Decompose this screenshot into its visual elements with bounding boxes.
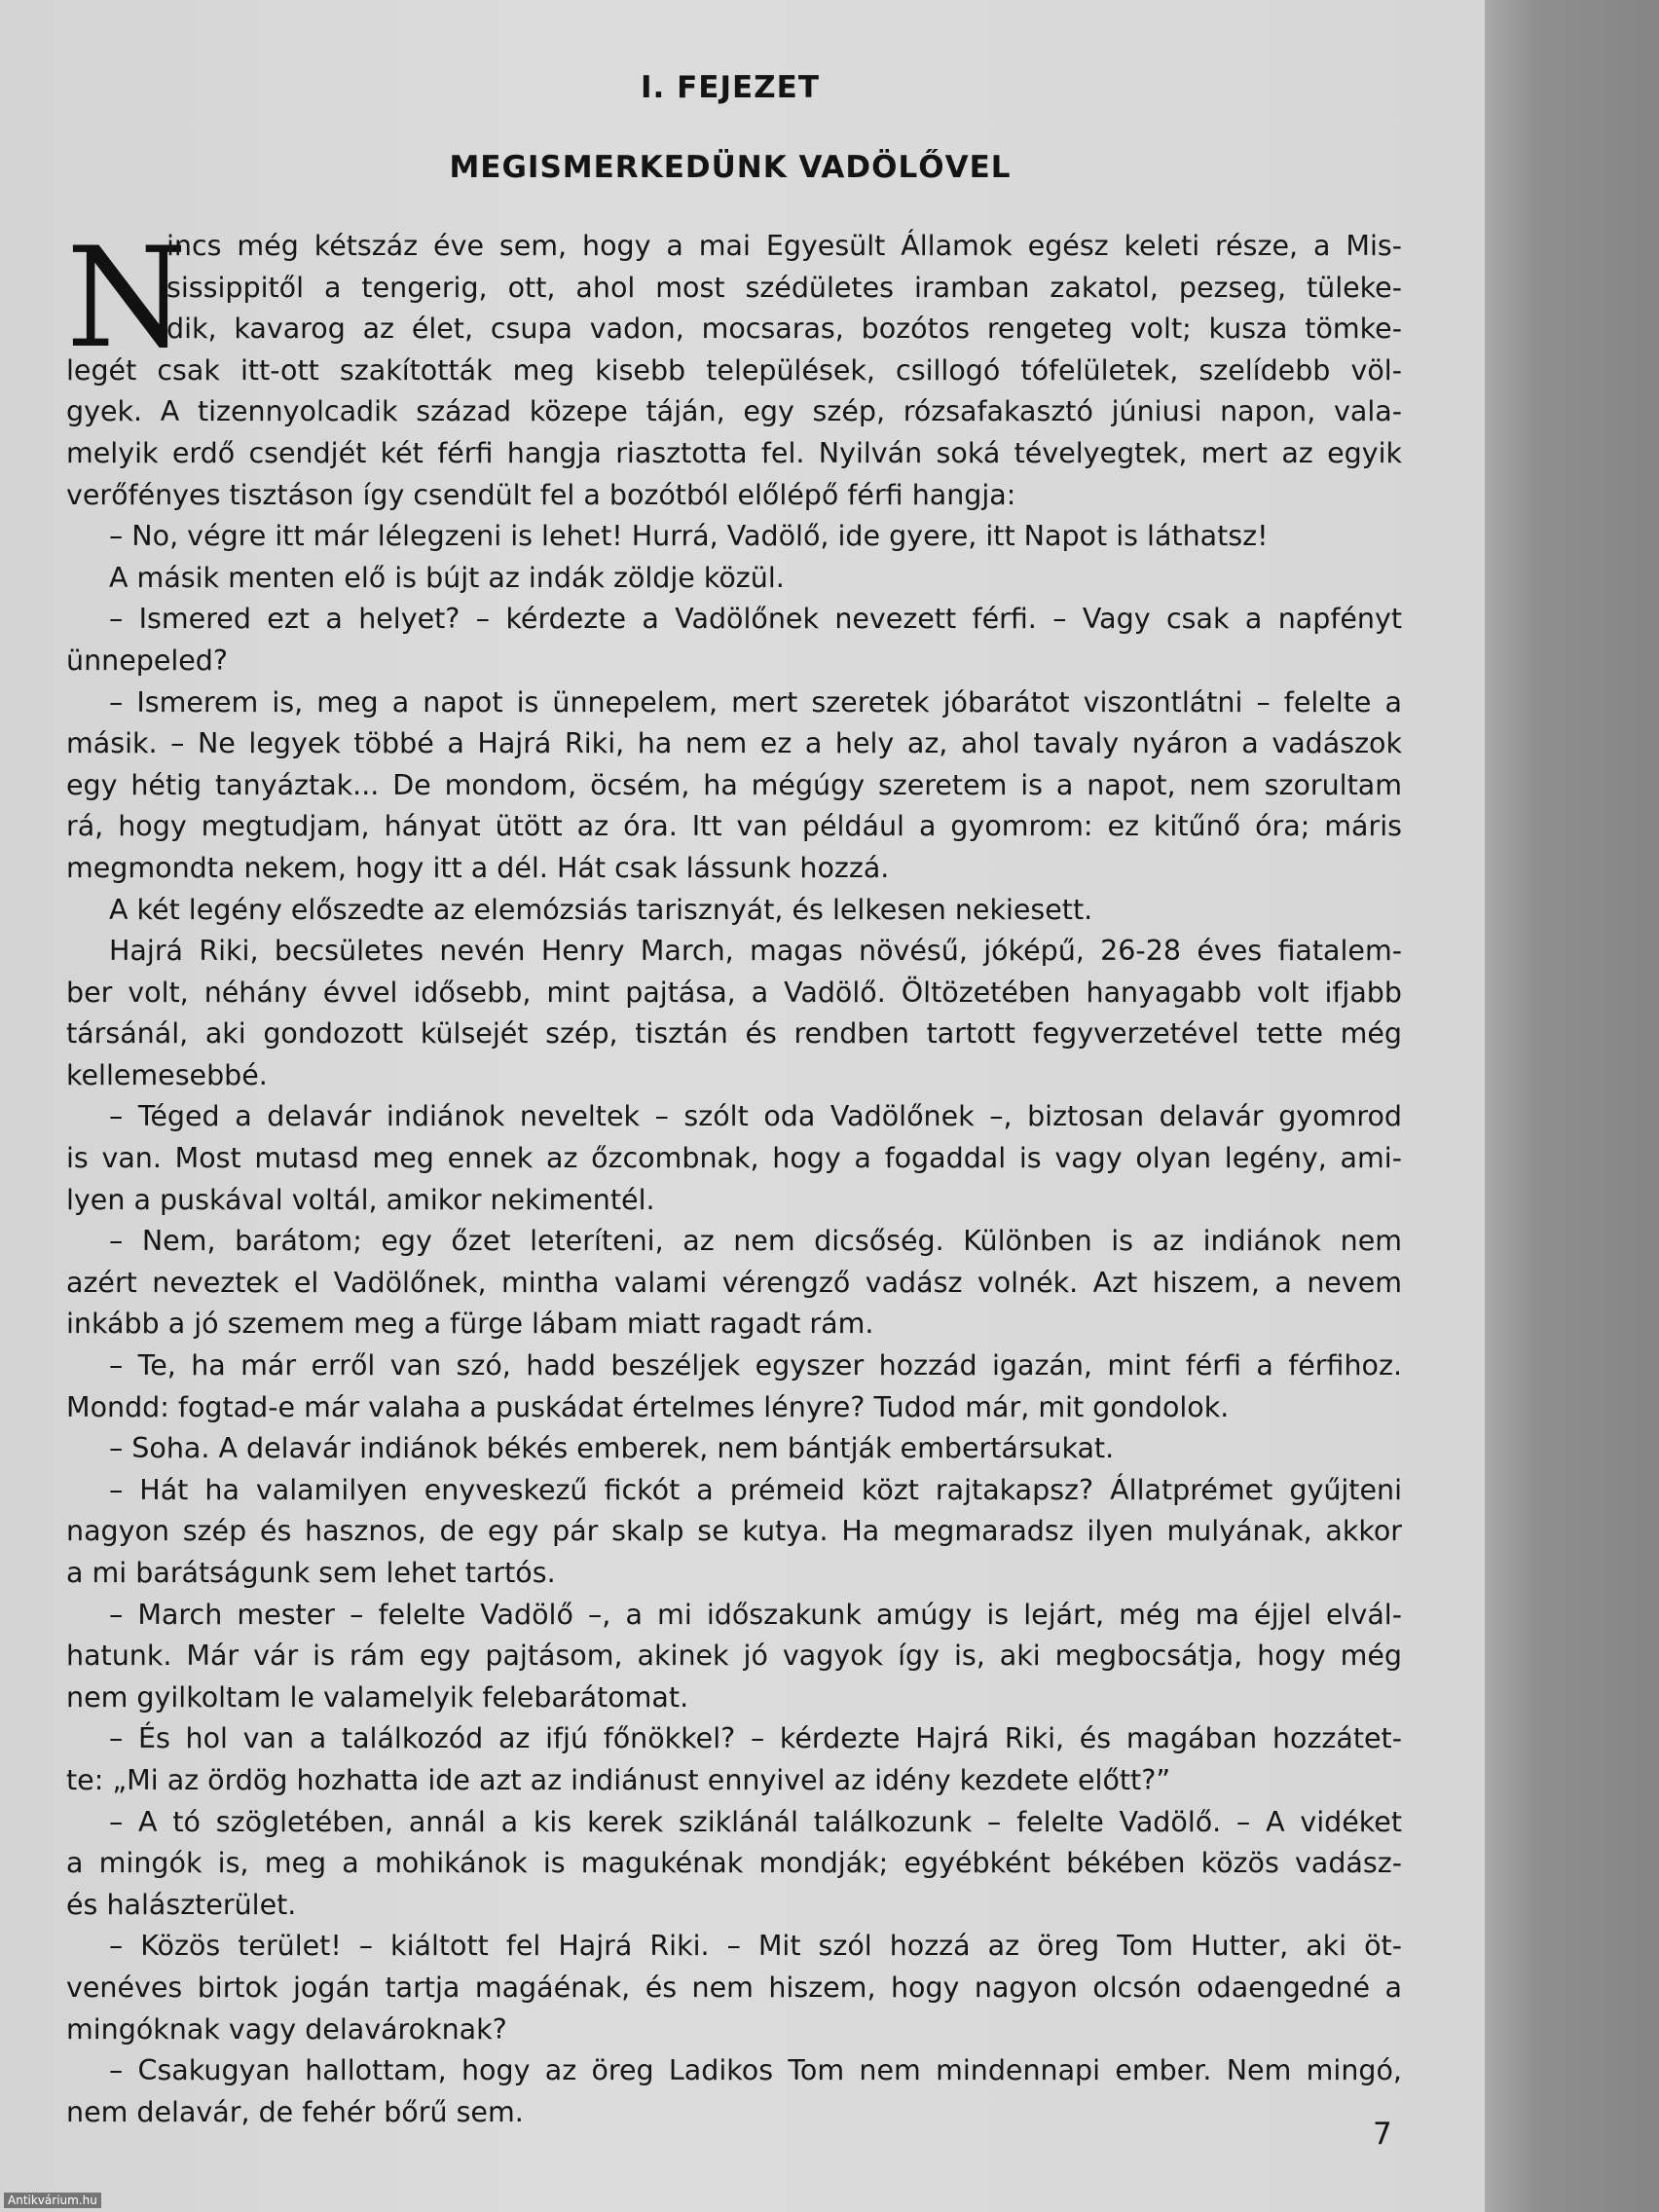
text-line: a mi barátságunk sem lehet tartós. [66,1557,556,1589]
text-line: másik. – Ne legyek többé a Hajrá Riki, ha nem ez a hely az, ahol tavaly nyáron a vadászok [66,727,1402,760]
chapter-number: I. FEJEZET [641,70,820,105]
text-line: – Soha. A delavár indiánok békés emberek, nem bántják embertársukat. [109,1432,1115,1465]
text-line: társánál, aki gondozott külsejét szép, tisztán és rendben tartott fegyverzetével tette még [66,1017,1402,1051]
text-line: mingóknak vagy delavároknak? [66,2012,507,2046]
text-line: rá, hogy megtudjam, hányat ütött az óra. Itt van például a gyomrom: ez kitűnő óra; máris [66,810,1402,843]
drop-cap: N [66,218,188,379]
text-line: gyek. A tizennyolcadik század közepe táján, egy szép, rózsafakasztó júniusi napon, vala- [66,395,1402,428]
text-line: incs még kétszáz éve sem, hogy a mai Egyesült Államok egész keleti része, a Mis- [166,230,1402,262]
text-line: – Nem, barátom; egy őzet leteríteni, az nem dicsőség. Különben is az indiánok nem [109,1225,1402,1258]
text-line: – Csakugyan hallottam, hogy az öreg Ladikos Tom nem mindennapi ember. Nem mingó, [109,2054,1402,2087]
text-line: melyik erdő csendjét két férfi hangja riasztotta fel. Nyilván soká tévelyegtek, mert az egyik [66,436,1402,469]
text-line: Mondd: fogtad-e már valaha a puskádat értelmes lényre? Tudod már, mit gondolok. [66,1390,1230,1423]
page-number: 7 [1373,2117,1392,2152]
text-line: te: „Mi az ördög hozhatta ide azt az indiánust ennyivel az idény kezdete előtt?” [66,1763,1171,1796]
text-line: legét csak itt-ott szakították meg kisebb települések, csillogó tófelületek, szelídebb völ- [66,353,1402,387]
text-line: egy hétig tanyáztak... De mondom, öcsém, ha mégúgy szeretem is a napot, nem szorultam [66,768,1402,801]
text-line: verőfényes tisztáson így csendült fel a bozótból előlépő férfi hangja: [66,478,1016,511]
text-line: – Te, ha már erről van szó, hadd beszéljek egyszer hozzád igazán, mint férfi a férfihoz. [109,1349,1402,1382]
text-line: a mingók is, meg a mohikánok is magukénak mondják; egyébként békében közös vadász- [66,1847,1402,1880]
text-line: inkább a jó szemem meg a fürge lábam miatt ragadt rám. [66,1308,874,1341]
text-line: megmondta nekem, hogy itt a dél. Hát csak lássunk hozzá. [66,851,890,884]
text-line: nem gyilkoltam le valamelyik felebarátomat. [66,1680,689,1714]
text-line: – És hol van a találkozód az ifjú főnökkel? – kérdezte Hajrá Riki, és magában hozzátet- [109,1722,1402,1755]
text-line: kellemesebbé. [66,1058,268,1091]
text-line: A másik menten elő is bújt az indák zöldje közül. [109,561,785,594]
text-line: Hajrá Riki, becsületes nevén Henry March, magas növésű, jóképű, 26-28 éves fiatalem- [109,935,1402,968]
text-line: ünnepeled? [66,644,229,677]
text-line: – Téged a delavár indiánok neveltek – szólt oda Vadölőnek –, biztosan delavár gyomrod [109,1100,1402,1133]
text-line: azért neveztek el Vadölőnek, mintha valami vérengző vadász volnék. Azt hiszem, a nevem [66,1266,1402,1299]
scan-background-edge [1485,0,1659,2212]
text-line: sissippitől a tengerig, ott, ahol most szédületes iramban zakatol, pezseg, tüleke- [166,271,1402,304]
text-line: nem delavár, de fehér bőrű sem. [66,2095,524,2128]
text-line: – Hát ha valamilyen enyveskezű fickót a prémeid közt rajtakapsz? Állatprémet gyűjteni [109,1473,1402,1506]
body-text [66,218,1402,2133]
text-line: – Ismered ezt a helyet? – kérdezte a Vadölőnek nevezett férfi. – Vagy csak a napfényt [109,603,1402,636]
text-line: – March mester – felelte Vadölő –, a mi időszakunk amúgy is lejárt, még ma éjjel elvál- [109,1598,1402,1631]
text-line: – No, végre itt már lélegzeni is lehet! Hurrá, Vadölő, ide gyere, itt Napot is láthatsz! [109,520,1269,553]
text-line: ber volt, néhány évvel idősebb, mint pajtása, a Vadölő. Öltözetében hanyagabb volt ifjabb [66,976,1402,1009]
text-line: venéves birtok jogán tartja magáénak, és nem hiszem, hogy nagyon olcsón odaengedné a [66,1971,1402,2004]
text-line: – Közös terület! – kiáltott fel Hajrá Riki. – Mit szól hozzá az öreg Tom Hutter, aki öt- [109,1930,1402,1963]
text-line: – Ismerem is, meg a napot is ünnepelem, mert szeretek jóbarátot viszontlátni – felelte a [109,685,1402,719]
text-line: és halászterület. [66,1888,297,1921]
text-line: lyen a puskával voltál, amikor nekimentél. [66,1183,655,1216]
text-line: A két legény előszedte az elemózsiás tarisznyát, és lelkesen nekiesett. [109,893,1093,926]
text-line: dik, kavarog az élet, csupa vadon, mocsaras, bozótos rengeteg volt; kusza tömke- [166,313,1402,346]
text-line: nagyon szép és hasznos, de egy pár skalp se kutya. Ha megmaradsz ilyen mulyának, akkor [66,1515,1402,1548]
watermark: Antikvárium.hu [4,2193,101,2208]
chapter-title: MEGISMERKEDÜNK VADÖLŐVEL [449,150,1012,185]
text-line: is van. Most mutasd meg ennek az őzcombnak, hogy a fogaddal is vagy olyan legény, ami- [66,1142,1402,1175]
text-line: hatunk. Már vár is rám egy pajtásom, akinek jó vagyok így is, aki megbocsátja, hogy még [66,1640,1402,1673]
text-line: – A tó szögletében, annál a kis kerek sziklánál találkozunk – felelte Vadölő. – A vidéket [109,1805,1402,1838]
